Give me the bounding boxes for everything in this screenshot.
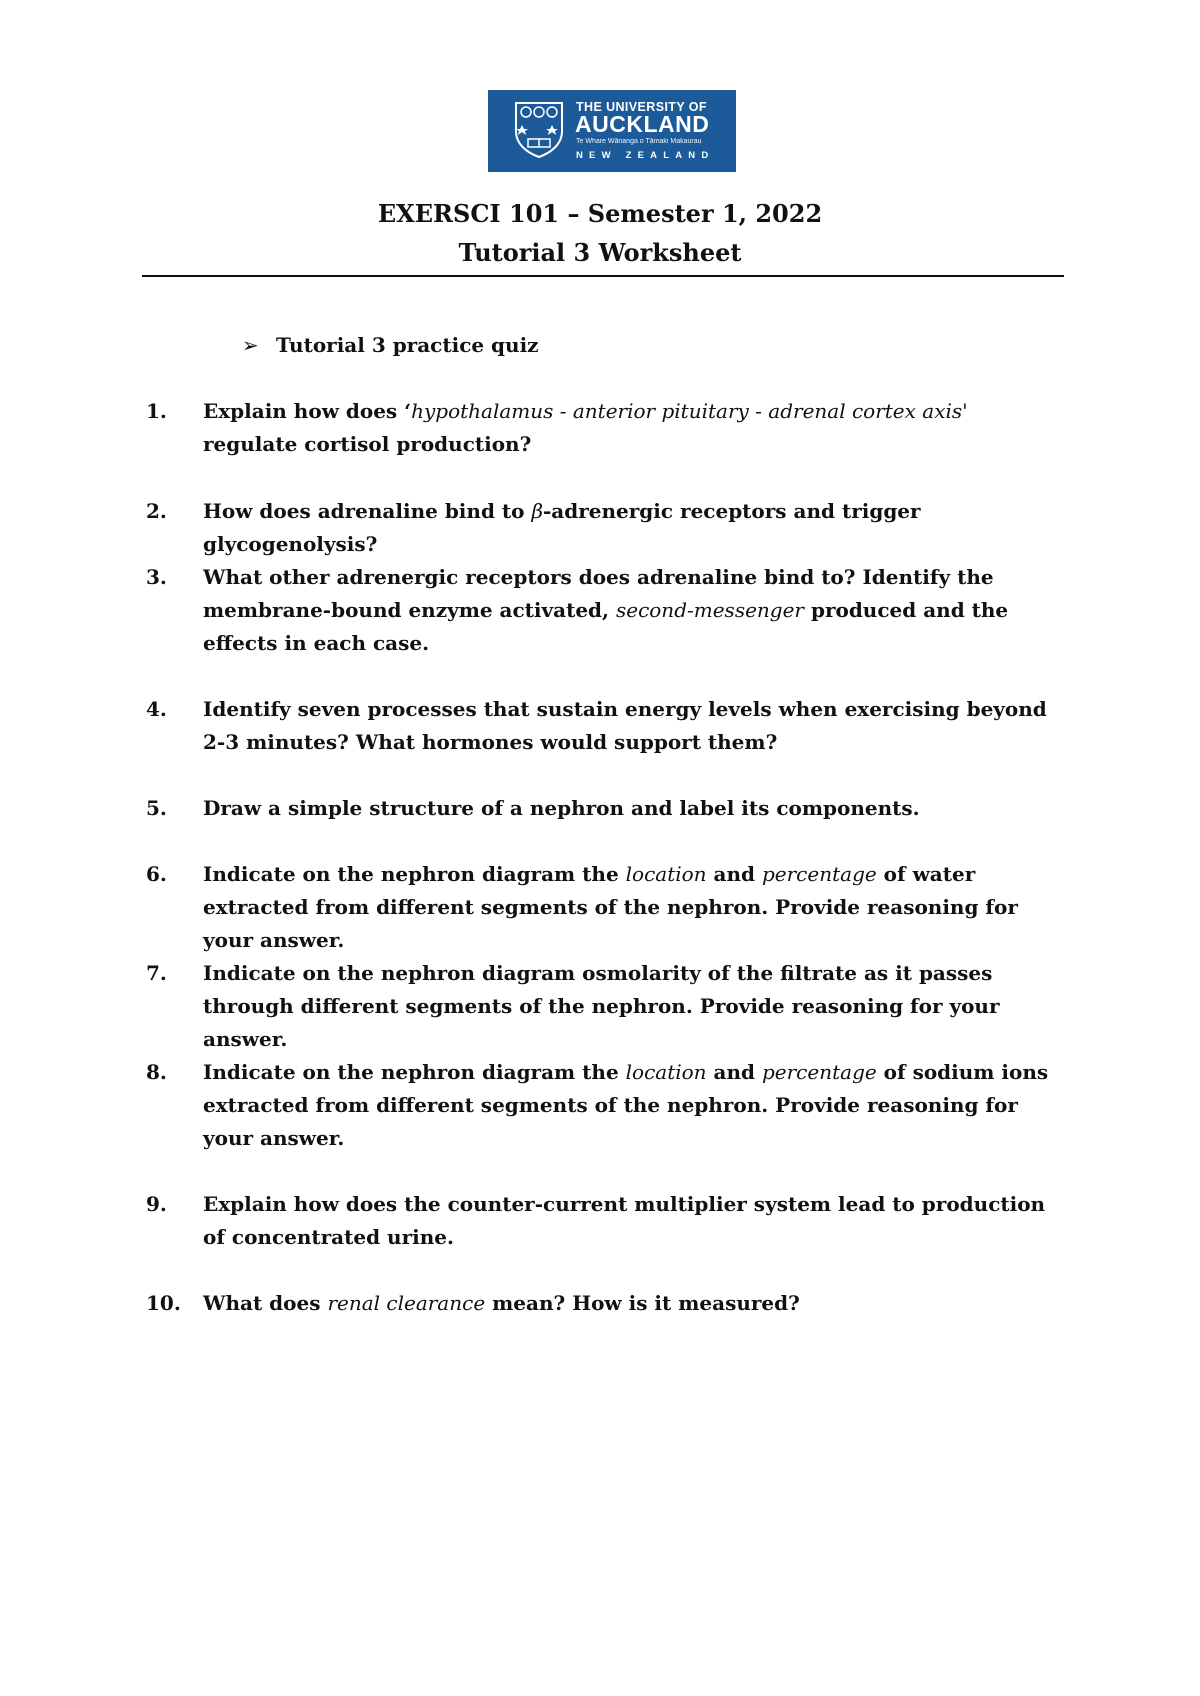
question-text: Indicate on the nephron diagram the location and percentage of sodium ions extracted from different segments of the nephron. Provide reasoning for your answer. bbox=[203, 1060, 1049, 1150]
question-text: What does renal clearance mean? How is it measured? bbox=[203, 1291, 800, 1315]
question-text: Indicate on the nephron diagram osmolarity of the filtrate as it passes through different segments of the nephron. Provide reasoning for your answer. bbox=[203, 961, 1000, 1051]
question-number: 4. bbox=[146, 697, 167, 721]
question-number: 7. bbox=[146, 961, 167, 985]
question-4 bbox=[146, 693, 1066, 759]
question-7 bbox=[146, 957, 1066, 1056]
question-1 bbox=[146, 395, 1066, 461]
question-number: 3. bbox=[146, 565, 167, 589]
arrow-bullet-icon: ➢ bbox=[242, 333, 259, 357]
logo-line3: Te Whare Wānanga o Tāmaki Makaurau bbox=[576, 138, 702, 145]
question-2 bbox=[146, 495, 1066, 561]
question-8 bbox=[146, 1056, 1066, 1155]
question-number: 2. bbox=[146, 499, 167, 523]
question-text: What other adrenergic receptors does adrenaline bind to? Identify the membrane-bound enzyme activated, second-messenger produced and the effects in each case. bbox=[203, 565, 1009, 655]
question-9 bbox=[146, 1188, 1066, 1254]
logo-line2: AUCKLAND bbox=[575, 111, 710, 137]
question-10 bbox=[146, 1287, 1066, 1320]
logo-line4: NEW ZEALAND bbox=[576, 150, 715, 161]
question-text: How does adrenaline bind to β-adrenergic receptors and trigger glycogenolysis? bbox=[203, 499, 921, 556]
document-title: EXERSCI 101 – Semester 1, 2022 bbox=[377, 199, 823, 228]
question-number: 8. bbox=[146, 1060, 167, 1084]
question-6 bbox=[146, 858, 1066, 957]
question-text: Explain how does the counter-current multiplier system lead to production of concentrated urine. bbox=[203, 1192, 1046, 1249]
question-text: Draw a simple structure of a nephron and label its components. bbox=[203, 796, 920, 820]
question-number: 9. bbox=[146, 1192, 167, 1216]
university-logo bbox=[488, 90, 736, 172]
logo-line1: THE UNIVERSITY OF bbox=[576, 100, 707, 114]
question-number: 1. bbox=[146, 399, 167, 423]
section-label: Tutorial 3 practice quiz bbox=[276, 333, 539, 357]
question-text: Identify seven processes that sustain energy levels when exercising beyond 2-3 minutes? What hormones would support them? bbox=[203, 697, 1047, 754]
section-heading bbox=[242, 333, 539, 357]
header-divider bbox=[142, 275, 1064, 277]
document-subtitle: Tutorial 3 Worksheet bbox=[458, 238, 742, 267]
question-text: Indicate on the nephron diagram the location and percentage of water extracted from different segments of the nephron. Provide reasoning for your answer. bbox=[203, 862, 1018, 952]
question-text: Explain how does ‘hypothalamus - anterior pituitary - adrenal cortex axis' regulate cortisol production? bbox=[203, 399, 968, 456]
question-3 bbox=[146, 561, 1066, 660]
question-number: 10. bbox=[146, 1291, 181, 1315]
question-number: 5. bbox=[146, 796, 167, 820]
question-number: 6. bbox=[146, 862, 167, 886]
question-5 bbox=[146, 792, 1066, 825]
crest-icon bbox=[514, 101, 564, 159]
